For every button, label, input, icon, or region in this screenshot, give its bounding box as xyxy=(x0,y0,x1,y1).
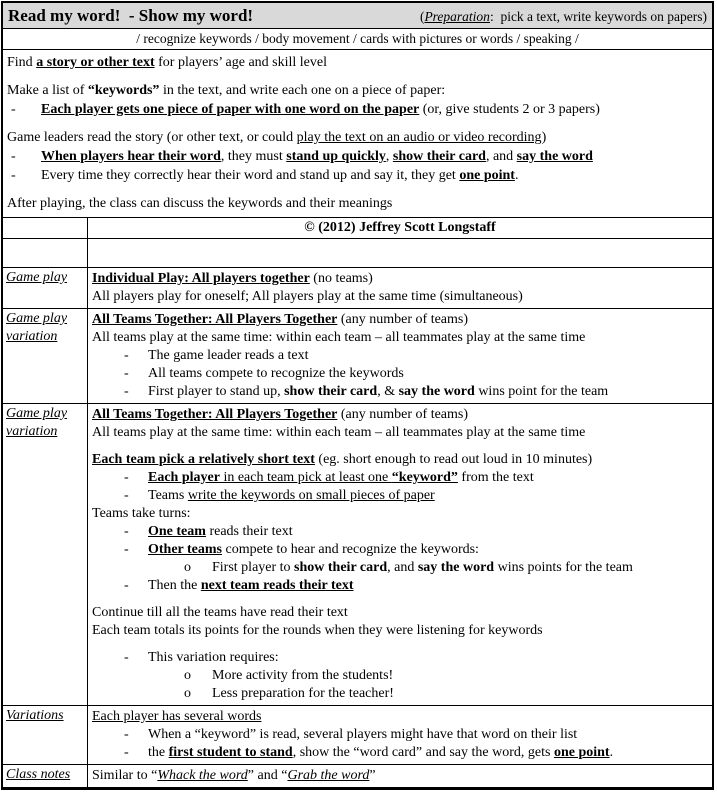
bullet-text xyxy=(148,523,708,541)
text-run: First player to stand up, xyxy=(148,384,285,399)
text-run: the xyxy=(148,745,169,760)
bullet-line xyxy=(92,685,708,703)
bullet-marker: - xyxy=(124,727,129,742)
bullet-line xyxy=(92,667,708,685)
text-run: show their card xyxy=(294,560,388,575)
text-run: say the word xyxy=(398,384,475,399)
text-run: All teams compete to recognize the keywords xyxy=(148,366,404,381)
copyright-row xyxy=(3,217,712,238)
text-run: Each player xyxy=(148,470,220,485)
text-run: All teams play at the same time: within each team – all teammates play at the same time xyxy=(92,425,586,440)
text-line xyxy=(7,194,708,213)
text-run: Teams xyxy=(148,488,188,503)
spacer xyxy=(7,72,708,81)
page-title: Read my word! - Show my word! xyxy=(8,6,254,25)
empty-cell xyxy=(88,239,712,267)
row-label-class-notes: Class notes xyxy=(3,765,88,787)
row-label-empty xyxy=(3,239,88,267)
text-run: All Teams Together: All Players Together xyxy=(92,407,338,422)
text-run: write the keywords on small pieces of paper xyxy=(187,488,435,503)
text-run: Grab the word xyxy=(287,768,370,783)
text-run: from the text xyxy=(457,470,534,485)
bullet-text xyxy=(148,541,708,559)
text-run: Each player gets one piece of paper with one word on the paper xyxy=(41,102,420,117)
text-line xyxy=(92,505,708,523)
spacer xyxy=(92,640,708,649)
text-run: Similar to “ xyxy=(92,768,158,783)
spacer-row xyxy=(3,238,712,267)
bullet-line xyxy=(7,166,708,185)
text-run: ) xyxy=(541,130,547,145)
text-run: show their card xyxy=(392,149,486,164)
text-run: wins points for the team xyxy=(494,560,633,575)
text-run: Preparation xyxy=(424,9,490,24)
bullet-marker: - xyxy=(124,650,129,665)
bullet-marker: - xyxy=(124,488,129,503)
text-run: for players’ age and skill level xyxy=(154,55,327,70)
class-notes-content xyxy=(88,765,712,787)
text-run: Find xyxy=(7,55,37,70)
text-run: say the word xyxy=(417,560,495,575)
bullet-line xyxy=(92,469,708,487)
text-run: one point xyxy=(459,168,515,183)
bullet-marker: - xyxy=(124,524,129,539)
text-run: , and xyxy=(485,149,517,164)
text-line xyxy=(92,604,708,622)
text-run: next team reads their text xyxy=(200,578,354,593)
text-run: The game leader reads a text xyxy=(148,348,309,363)
bullet-line xyxy=(92,577,708,595)
bullet-line xyxy=(7,147,708,166)
text-run: After playing, the class can discuss the keywords and their meanings xyxy=(7,196,393,211)
text-line xyxy=(92,424,708,442)
text-run: reads their text xyxy=(205,524,293,539)
text-run: . xyxy=(514,168,519,183)
text-line xyxy=(92,311,708,329)
intro-section xyxy=(3,49,712,217)
spacer xyxy=(7,119,708,128)
bullet-line xyxy=(92,523,708,541)
row-label-game-play: Game play xyxy=(3,268,88,308)
text-run: Each team totals its points for the rounds when they were listening for keywords xyxy=(92,623,543,638)
text-line xyxy=(7,81,708,100)
text-run: Then the xyxy=(148,578,201,593)
text-line xyxy=(92,767,708,785)
bullet-text xyxy=(148,649,708,667)
text-run: show their card xyxy=(284,384,378,399)
bullet-text xyxy=(41,147,708,166)
text-run: All Teams Together: All Players Together xyxy=(92,312,338,327)
game-play-variation-1-content xyxy=(88,309,712,403)
text-run: , xyxy=(385,149,393,164)
text-run: ” and “ xyxy=(247,768,288,783)
skills-row: / recognize keywords / body movement / cards with pictures or words / speaking / xyxy=(3,28,712,49)
bullet-marker: o xyxy=(184,560,191,575)
bullet-line xyxy=(92,744,708,762)
bullet-line xyxy=(7,100,708,119)
bullet-line xyxy=(92,383,708,401)
text-run: : pick a text, write keywords on papers) xyxy=(489,9,707,24)
text-line xyxy=(7,128,708,147)
text-run: first student to stand xyxy=(168,745,293,760)
bullet-marker: - xyxy=(124,470,129,485)
class-notes-row xyxy=(3,764,712,787)
bullet-text xyxy=(212,559,708,577)
title-row xyxy=(3,3,712,28)
text-line xyxy=(92,270,708,288)
bullet-line xyxy=(92,347,708,365)
variations-content xyxy=(88,706,712,764)
text-run: one point xyxy=(553,745,610,760)
text-run: (eg. short enough to read out loud in 10 minutes) xyxy=(314,452,593,467)
text-run: compete to hear and recognize the keywords: xyxy=(222,542,479,557)
bullet-line xyxy=(92,365,708,383)
bullet-text xyxy=(148,347,708,365)
game-play-content xyxy=(88,268,712,308)
text-run: Less preparation for the teacher! xyxy=(212,686,394,701)
text-run: This variation requires: xyxy=(148,650,279,665)
bullet-marker: - xyxy=(11,102,16,117)
text-run: “keyword” xyxy=(391,470,458,485)
bullet-text xyxy=(148,577,708,595)
text-line xyxy=(92,288,708,306)
bullet-line xyxy=(92,726,708,744)
bullet-marker: - xyxy=(11,168,16,183)
text-line xyxy=(92,451,708,469)
text-line xyxy=(92,406,708,424)
text-run: ( xyxy=(419,9,425,24)
game-play-variation-1-row xyxy=(3,308,712,403)
bullet-text xyxy=(148,744,708,762)
text-run: All teams play at the same time: within each team – all teammates play at the same time xyxy=(92,330,586,345)
bullet-marker: - xyxy=(124,542,129,557)
text-line xyxy=(92,708,708,726)
text-run: One team xyxy=(148,524,206,539)
bullet-text xyxy=(41,100,708,119)
game-play-variation-2-content xyxy=(88,404,712,705)
text-run: stand up quickly xyxy=(286,149,386,164)
text-run: Game leaders read the story (or other text, or could xyxy=(7,130,297,145)
text-run: play the text on an audio or video recording xyxy=(296,130,542,145)
text-run: (or, give students 2 or 3 papers) xyxy=(419,102,600,117)
bullet-text xyxy=(148,487,708,505)
game-play-row xyxy=(3,267,712,308)
text-run: . xyxy=(609,745,614,760)
preparation-note xyxy=(420,9,707,25)
bullet-text xyxy=(148,726,708,744)
text-run: Other teams xyxy=(148,542,222,557)
text-run: When a “keyword” is read, several players might have that word on their list xyxy=(148,727,578,742)
text-run: ” xyxy=(369,768,376,783)
document-table xyxy=(1,1,714,790)
text-run: “keywords” xyxy=(87,83,160,98)
text-run: When players hear their word xyxy=(41,149,221,164)
spacer xyxy=(92,442,708,451)
bullet-marker: - xyxy=(124,366,129,381)
text-run: say the word xyxy=(516,149,593,164)
bullet-marker: - xyxy=(124,348,129,363)
text-run: Whack the word xyxy=(157,768,248,783)
spacer xyxy=(92,595,708,604)
text-run: , & xyxy=(377,384,399,399)
row-label-variations: Variations xyxy=(3,706,88,764)
text-run: (no teams) xyxy=(309,271,373,286)
text-run: , they must xyxy=(220,149,287,164)
text-run: in each team pick at least one xyxy=(219,470,392,485)
text-run: Each team pick a relatively short text xyxy=(92,452,315,467)
text-run: Individual Play: All players together xyxy=(92,271,310,286)
bullet-marker: - xyxy=(11,149,16,164)
bullet-text xyxy=(212,667,708,685)
bullet-text xyxy=(148,365,708,383)
text-run: Every time they correctly hear their word and stand up and say it, they get xyxy=(41,168,460,183)
text-run: (any number of teams) xyxy=(337,407,469,422)
game-play-variation-2-row xyxy=(3,403,712,705)
row-label-game-play-variation: Game play variation xyxy=(3,309,88,403)
text-run: in the text, and write each one on a piece of paper: xyxy=(159,83,446,98)
text-run: Make a list of xyxy=(7,83,88,98)
text-run: wins point for the team xyxy=(474,384,609,399)
bullet-line xyxy=(92,649,708,667)
copyright-text: © (2012) Jeffrey Scott Longstaff xyxy=(304,220,496,235)
bullet-marker: - xyxy=(124,745,129,760)
text-run: a story or other text xyxy=(36,55,155,70)
text-line xyxy=(7,53,708,72)
text-run: (any number of teams) xyxy=(337,312,469,327)
text-run: Continue till all the teams have read their text xyxy=(92,605,348,620)
variations-row xyxy=(3,705,712,764)
text-run: All players play for oneself; All players play at the same time (simultaneous) xyxy=(92,289,523,304)
row-label-empty xyxy=(3,218,88,238)
bullet-marker: o xyxy=(184,686,191,701)
bullet-text xyxy=(148,469,708,487)
bullet-text xyxy=(41,166,708,185)
bullet-line xyxy=(92,559,708,577)
bullet-marker: - xyxy=(124,384,129,399)
row-label-game-play-variation: Game play variation xyxy=(3,404,88,705)
text-run: Teams take turns: xyxy=(92,506,191,521)
bullet-line xyxy=(92,541,708,559)
text-run: First player to xyxy=(212,560,295,575)
bullet-text xyxy=(148,383,708,401)
text-run: , show the “word card” and say the word, gets xyxy=(292,745,554,760)
text-line xyxy=(92,622,708,640)
bullet-line xyxy=(92,487,708,505)
bullet-marker: - xyxy=(124,578,129,593)
text-run: More activity from the students! xyxy=(212,668,394,683)
bullet-marker: o xyxy=(184,668,191,683)
text-run: Each player has several words xyxy=(92,709,262,724)
text-line xyxy=(92,329,708,347)
text-run: , and xyxy=(387,560,418,575)
spacer xyxy=(7,185,708,194)
bullet-text xyxy=(212,685,708,703)
